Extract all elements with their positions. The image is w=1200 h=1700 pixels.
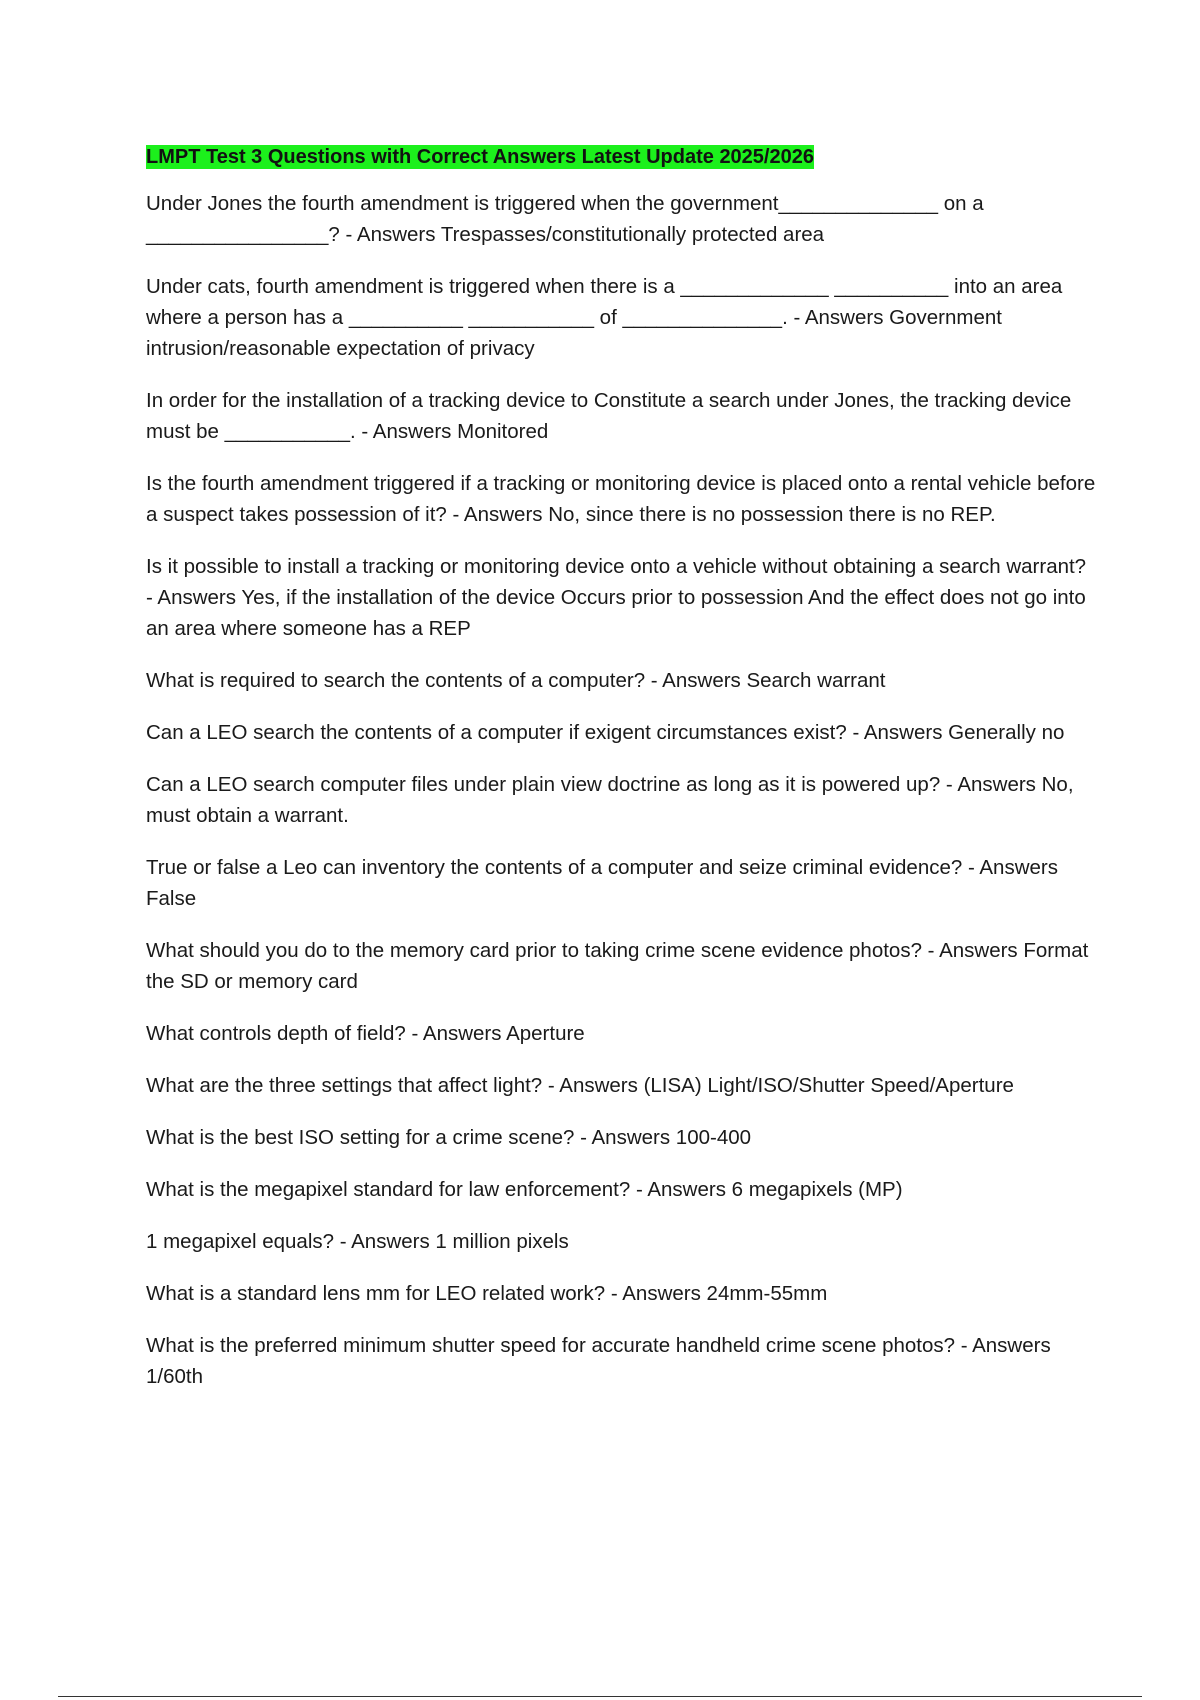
document-page xyxy=(146,142,1101,1413)
qa-entry: What is a standard lens mm for LEO related work? - Answers 24mm-55mm xyxy=(146,1282,828,1305)
qa-entry: True or false a Leo can inventory the contents of a computer and seize criminal evidence? - Answers False xyxy=(146,856,1064,910)
qa-entry: Under Jones the fourth amendment is triggered when the government______________ on a ________________? - Answers Trespasses/constitutionally protected area xyxy=(146,192,990,246)
qa-entry: 1 megapixel equals? - Answers 1 million pixels xyxy=(146,1230,569,1253)
qa-entry: What is the preferred minimum shutter speed for accurate handheld crime scene photos? - Answers 1/60th xyxy=(146,1334,1057,1388)
qa-entry: What is the best ISO setting for a crime scene? - Answers 100-400 xyxy=(146,1126,752,1149)
qa-entry: What are the three settings that affect light? - Answers (LISA) Light/ISO/Shutter Speed/Aperture xyxy=(146,1074,1014,1097)
qa-entry: Can a LEO search computer files under plain view doctrine as long as it is powered up? - Answers No, must obtain a warrant. xyxy=(146,773,1080,827)
qa-entry: Is it possible to install a tracking or monitoring device onto a vehicle without obtaining a search warrant? - Answers Yes, if the installation of the device Occurs prior to possession And the effect does not go into an area where someone has a REP xyxy=(146,555,1092,640)
qa-entry: Under cats, fourth amendment is triggered when there is a _____________ __________ into an area where a person has a __________ ___________ of ______________. - Answers Government intrusion/reasonable expectation of privacy xyxy=(146,275,1069,360)
document-title: LMPT Test 3 Questions with Correct Answers Latest Update 2025/2026 xyxy=(146,146,814,168)
footer-divider xyxy=(58,1696,1142,1697)
qa-entry: What is the megapixel standard for law enforcement? - Answers 6 megapixels (MP) xyxy=(146,1178,903,1201)
qa-entry: What is required to search the contents of a computer? - Answers Search warrant xyxy=(146,669,886,692)
qa-entry: Can a LEO search the contents of a computer if exigent circumstances exist? - Answers Generally no xyxy=(146,721,1065,744)
title-row xyxy=(146,142,1096,174)
qa-entry: In order for the installation of a tracking device to Constitute a search under Jones, the tracking device must be ___________. - Answers Monitored xyxy=(146,389,1077,443)
qa-entry: What controls depth of field? - Answers Aperture xyxy=(146,1022,585,1045)
qa-entry: What should you do to the memory card prior to taking crime scene evidence photos? - Answers Format the SD or memory card xyxy=(146,939,1095,993)
qa-entry: Is the fourth amendment triggered if a tracking or monitoring device is placed onto a rental vehicle before a suspect takes possession of it? - Answers No, since there is no possession there is no REP. xyxy=(146,472,1101,526)
